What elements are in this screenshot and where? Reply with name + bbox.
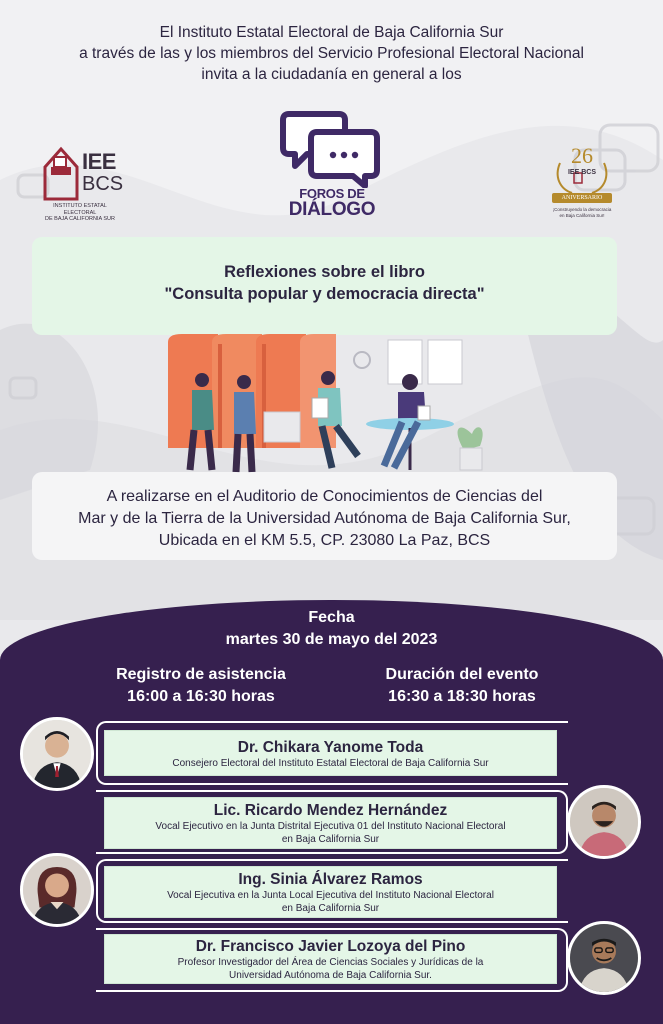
speaker-card-1 [104,730,557,776]
speaker-photo-3 [20,853,94,927]
duration-schedule [352,664,572,708]
speaker-role: Profesor Investigador del Área de Ciencias Sociales y Jurídicas de la [177,957,484,968]
date-value: martes 30 de mayo del 2023 [225,631,438,648]
ballot-box-icon [42,145,80,201]
iee-caption-line-1: INSTITUTO ESTATAL ELECTORAL [53,203,107,216]
book-title-line-2: "Consulta popular y democracia directa" [164,285,485,303]
date-label: Fecha [308,609,355,626]
intro-line-2: a través de las y los miembros del Servicio Profesional Electoral Nacional [79,45,584,62]
registration-label: Registro de asistencia [116,666,286,683]
speaker-card-2 [104,797,557,849]
bcs-logo-text: BCS [82,173,124,195]
speaker-photo-4 [567,921,641,995]
venue-box [32,472,617,560]
anniversary-bcs-text: BCS [581,169,597,176]
iee-caption-line-2: DE BAJA CALIFORNIA SUR [45,216,115,222]
speaker-role-cont: en Baja California Sur [281,902,380,914]
anniversary-number: 26 [571,143,593,168]
duration-time: 16:30 a 18:30 horas [388,688,536,705]
speaker-name: Ing. Sinia Álvarez Ramos [238,871,423,888]
speaker-card-4 [104,934,557,984]
speaker-role: Vocal Ejecutiva en la Junta Local Ejecutiva del Instituto Nacional Electoral [167,890,494,901]
intro-line-1: El Instituto Estatal Electoral de Baja California Sur [159,24,504,41]
speaker-photo-2 [567,785,641,859]
anniversary-tagline-2: en Baja California Sur! [559,212,605,218]
anniversary-iee [546,169,618,176]
intro-line-3: invita a la ciudadanía en general a los [201,66,462,83]
venue-line-3: Ubicada en el KM 5.5, CP. 23080 La Paz, BCS [158,532,491,549]
speaker-name: Lic. Ricardo Mendez Hernández [213,802,448,819]
speech-bubbles-icon [279,108,385,188]
iee-bcs-logo [40,143,124,223]
speaker-photo-1 [20,717,94,791]
speaker-name: Dr. Francisco Javier Lozoya del Pino [195,938,466,955]
anniversary-iee-text: IEE [567,169,580,176]
intro-text [0,22,663,85]
iee-logo-text: IEE [82,149,116,174]
registration-schedule [91,664,311,708]
speaker-role-cont: en Baja California Sur [281,833,380,845]
book-title-box [32,237,617,335]
speaker-role-cont: Universidad Autónoma de Baja California Sur. [229,969,432,981]
anniversary-tagline-1: ¡Construyendo la democracia [552,207,612,212]
book-title-line-1: Reflexiones sobre el libro [224,263,425,281]
speaker-card-3 [104,866,557,918]
foros-dialogo-logo [279,108,385,222]
speaker-role: Vocal Ejecutivo en la Junta Distrital Ejecutiva 01 del Instituto Nacional Electoral [155,821,506,832]
venue-line-1: A realizarse en el Auditorio de Conocimientos de Ciencias del [106,488,543,505]
venue-line-2: Mar y de la Tierra de la Universidad Autónoma de Baja California Sur, [78,510,571,527]
anniversary-logo [546,143,618,223]
speaker-role: Consejero Electoral del Instituto Estatal Electoral de Baja California Sur [172,758,489,769]
anniversary-tagline [546,207,618,218]
registration-time: 16:00 a 16:30 horas [127,688,275,705]
iee-logo-caption [40,203,120,223]
voting-illustration [162,330,492,480]
foros-logo-line-2: DIÁLOGO [288,199,376,220]
duration-label: Duración del evento [385,666,539,683]
speaker-name: Dr. Chikara Yanome Toda [237,739,424,756]
foros-logo-line-1: FOROS DE [299,186,365,201]
anniversary-ribbon: ANIVERSARIO [552,193,612,203]
